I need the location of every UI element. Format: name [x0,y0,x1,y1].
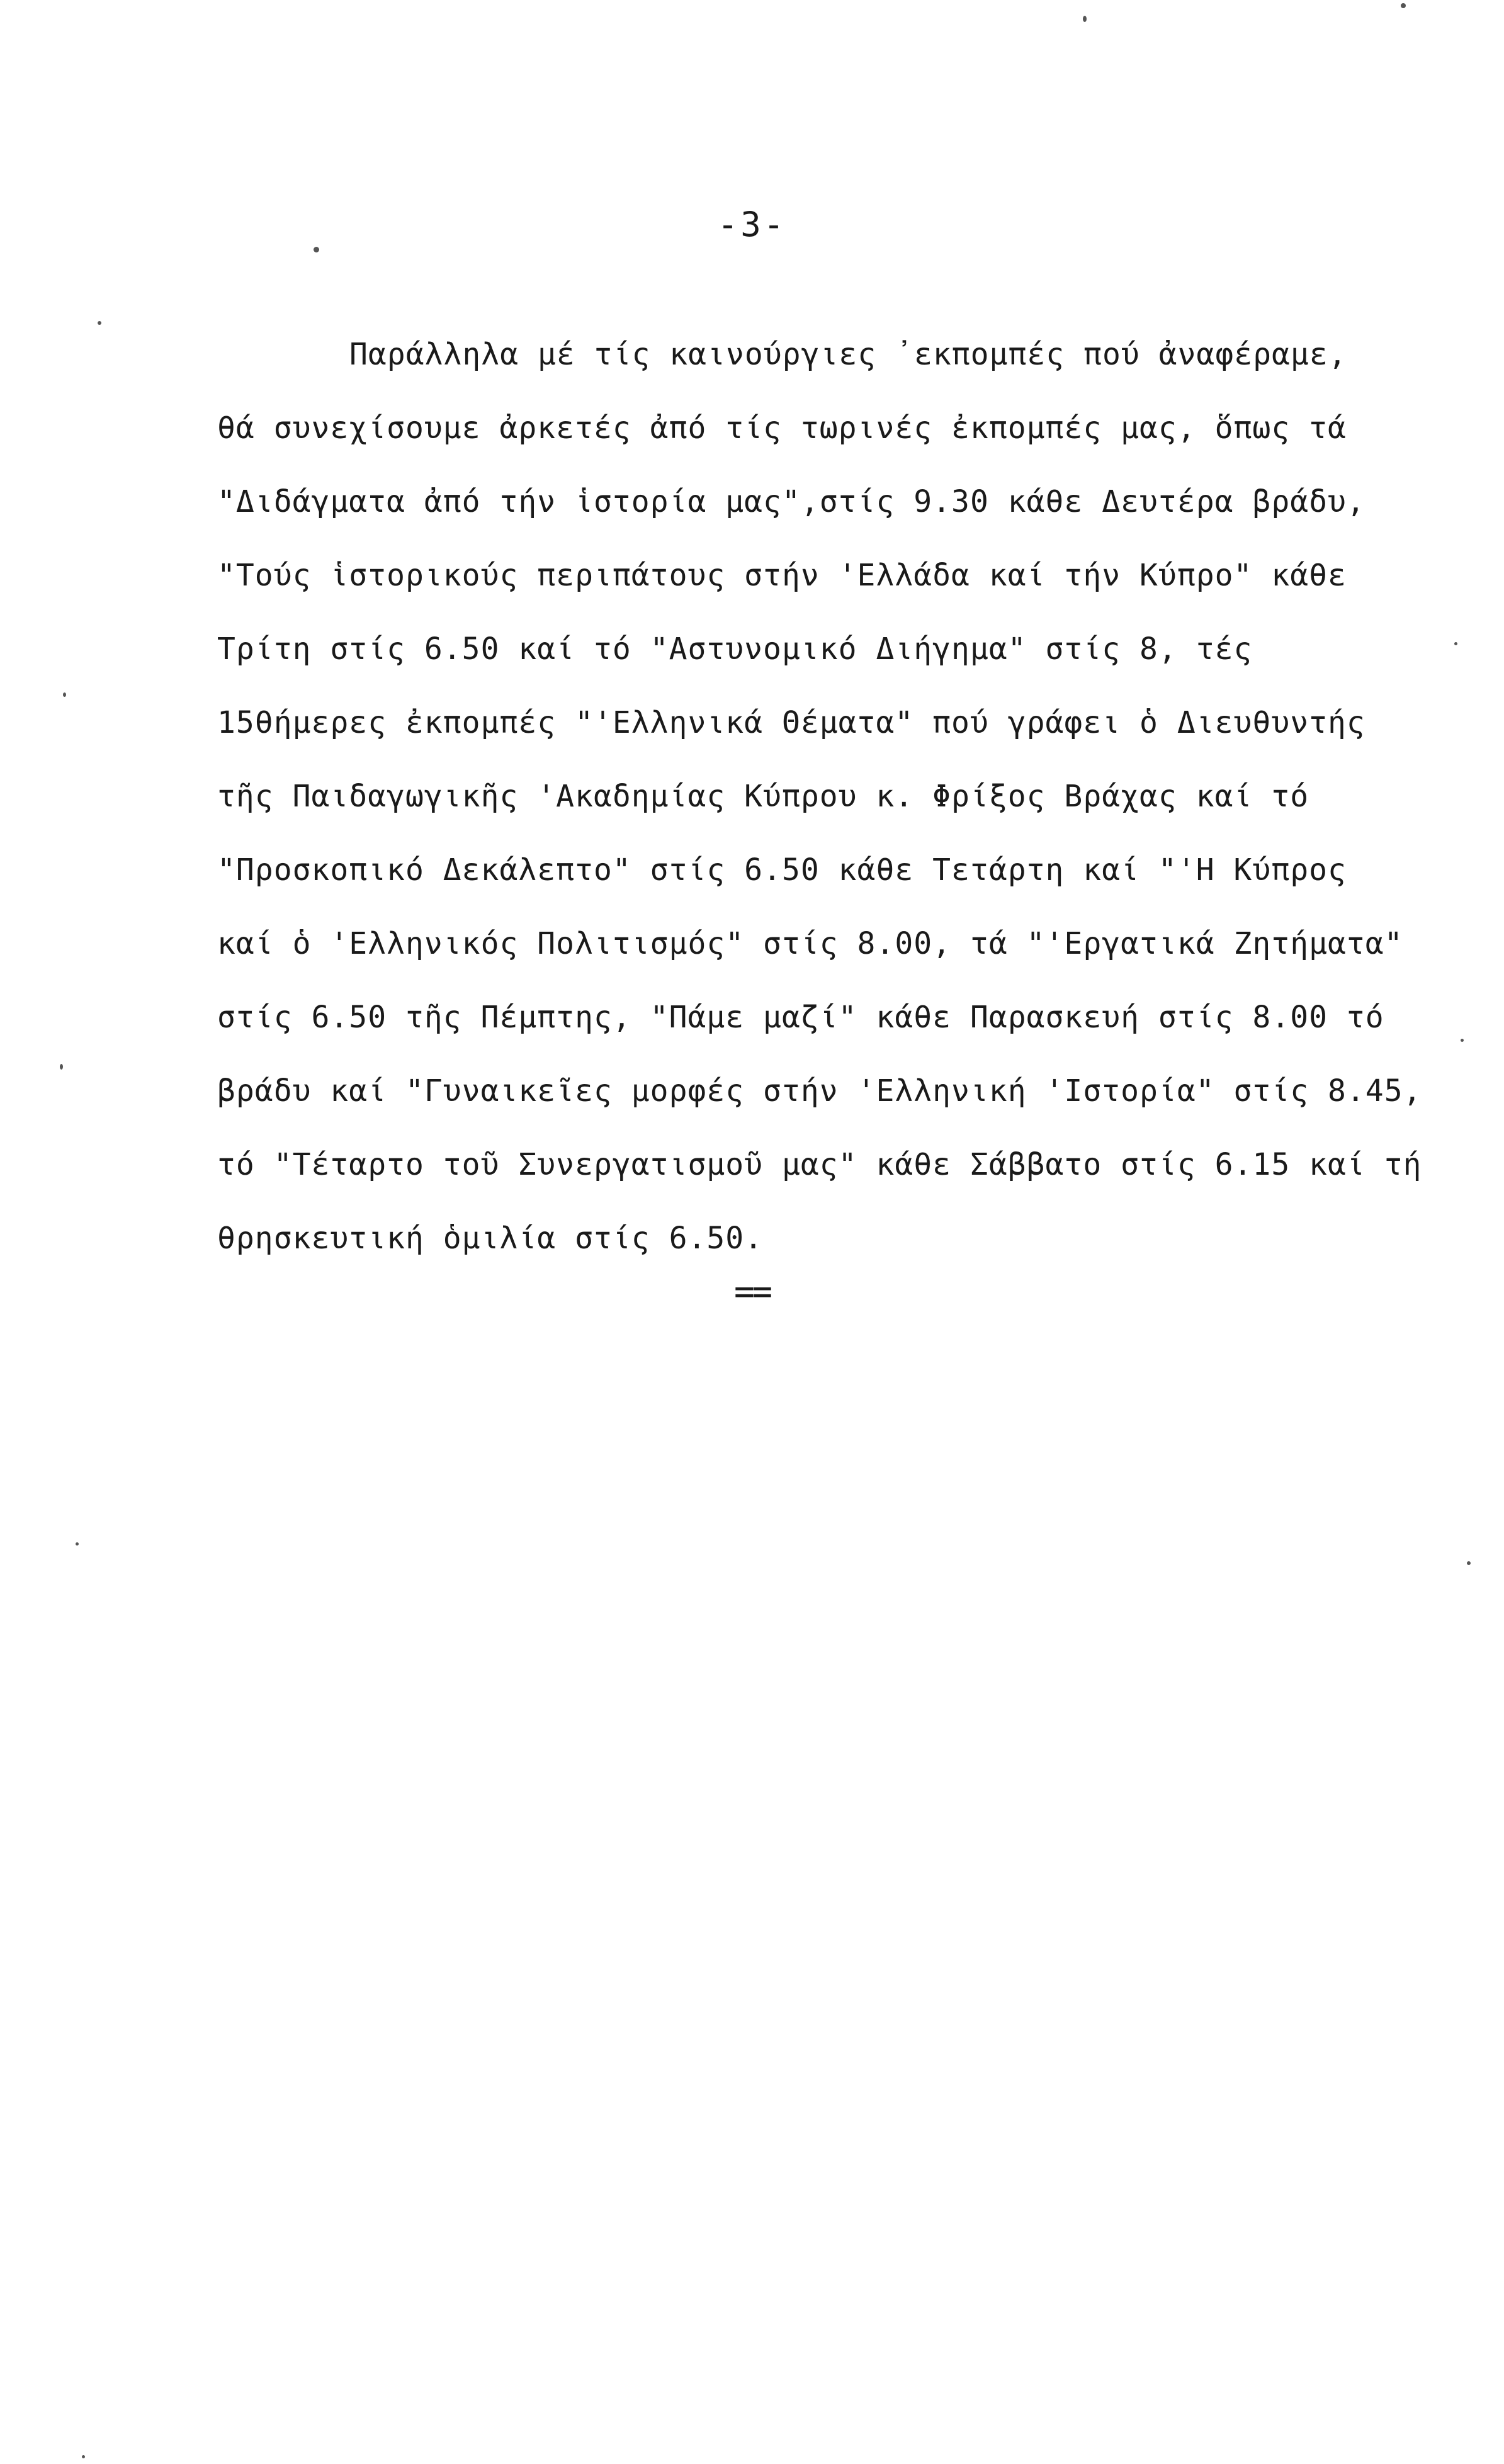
scan-speck [1461,1039,1464,1042]
scan-speck [1083,16,1087,22]
paragraph-line: "Προσκοπικό Δεκάλεπτο" στίς 6.50 κάθε Τετάρτη καί "'Η Κύπρος [217,852,1347,888]
paragraph-line: θά συνεχίσουμε ἀρκετές ἀπό τίς τωρινές ἐκπομπές μας, ὅπως τά [217,410,1347,446]
scan-speck [1454,642,1457,645]
body-paragraph [217,318,1432,1275]
scan-speck [98,321,101,325]
closing-mark: == [733,1272,771,1311]
scan-speck [314,247,319,252]
scan-speck [63,692,66,697]
paragraph-line: βράδυ καί "Γυναικεῖες μορφές στήν 'Ελληνική 'Ιστορία" στίς 8.45, [217,1073,1422,1109]
paragraph-line: καί ὁ 'Ελληνικός Πολιτισμός" στίς 8.00, τά "'Εργατικά Ζητήματα" [217,926,1403,961]
paragraph-line: Τρίτη στίς 6.50 καί τό "Αστυνομικό Διήγημα" στίς 8, τές [217,631,1253,667]
scan-speck [1467,1561,1471,1565]
paragraph-line: στίς 6.50 τῆς Πέμπτης, "Πάμε μαζί" κάθε Παρασκευή στίς 8.00 τό [217,1000,1384,1035]
paragraph-line: "Τούς ἱστορικούς περιπάτους στήν 'Ελλάδα καί τήν Κύπρο" κάθε [217,558,1347,593]
paragraph-line: τό "Τέταρτο τοῦ Συνεργατισμοῦ μας" κάθε Σάββατο στίς 6.15 καί τή [217,1147,1422,1182]
paragraph-line: "Διδάγματα ἀπό τήν ἱστορία μας",στίς 9.30 κάθε Δευτέρα βράδυ, [217,484,1365,519]
paragraph-line: 15θήμερες ἐκπομπές "'Ελληνικά Θέματα" πού γράφει ὁ Διευθυντής [217,705,1365,740]
paragraph-line: θρησκευτική ὁμιλία στίς 6.50. [217,1221,764,1256]
scan-speck [1401,3,1406,8]
paragraph-line: τῆς Παιδαγωγικῆς 'Ακαδημίας Κύπρου κ. Φρίξος Βράχας καί τό [217,779,1309,814]
scan-speck [76,1542,79,1546]
paragraph-line: Παράλληλα μέ τίς καινούργιες ᾿εκπομπές πού ἀναφέραμε, [349,337,1347,372]
scan-speck [82,2455,85,2458]
scan-speck [60,1064,63,1070]
page-number: -3- [717,205,787,244]
